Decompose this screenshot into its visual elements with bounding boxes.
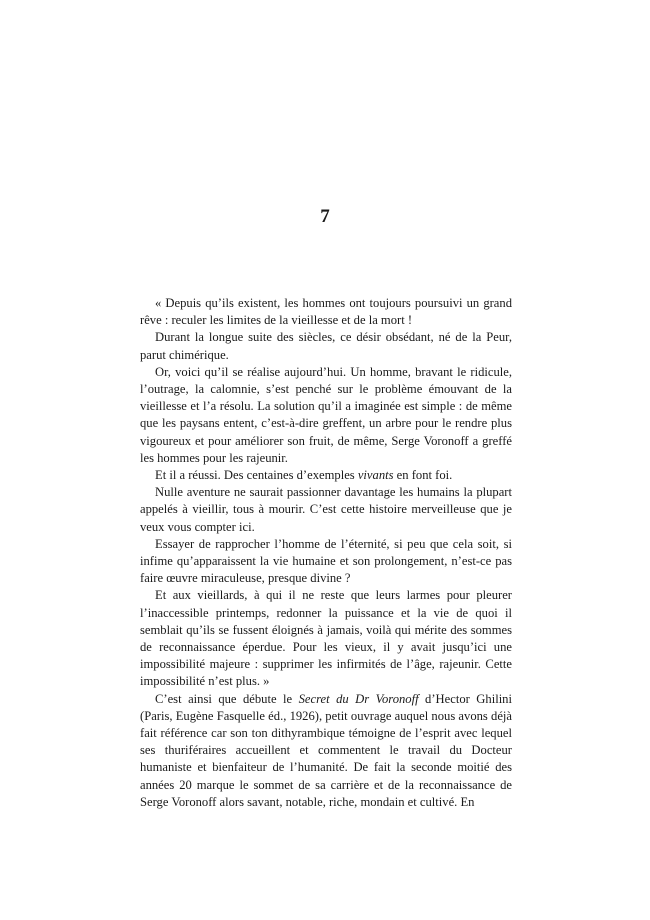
italic-text-run: Secret du Dr Voronoff [298,691,419,706]
italic-text-run: vivants [357,468,394,483]
text-run: Nulle aventure ne saurait passionner davantage les humains la plupart appelés à vieillir, tous à mourir. C’est cette histoire merveilleuse que je veux vous compter ici. [140,485,512,534]
paragraph [140,364,512,467]
text-run: d’Hector Ghilini (Paris, Eugène Fasquelle éd., 1926), petit ouvrage auquel nous avons déjà fait référence car son ton dithyrambique témoigne de l’esprit avec lequel ses thuriféraires accueillent et commentent le travail du Docteur humaniste et bienfaiteur de l’humanité. De fait la seconde moitié des années 20 marque le sommet de sa carrière et de la reconnaissance de Serge Voronoff alors savant, notable, riche, mondain et cultivé. En [140,691,512,809]
body-text [140,295,512,811]
paragraph [140,467,512,484]
paragraph [140,484,512,536]
text-run: Durant la longue suite des siècles, ce désir obsédant, né de la Peur, parut chimérique. [140,330,512,362]
text-run: Or, voici qu’il se réalise aujourd’hui. Un homme, bravant le ridicule, l’outrage, la calomnie, s’est penché sur le problème émouvant de la vieillesse et l’a résolu. La solution qu’il a imaginée est simple : de même que les paysans entent, c’est-à-dire greffent, un arbre pour le rendre plus vigoureux et pour améliorer son fruit, de même, Serge Voronoff a greffé les hommes pour les rajeunir. [140,364,512,465]
text-run: Et aux vieillards, à qui il ne reste que leurs larmes pour pleurer l’inaccessible printemps, redonner la puissance et la vie de quoi il semblait qu’ils se fussent éloignés à jamais, voilà qui mérite des sommes de reconnaissance éperdue. Pour les vieux, il y avait jusqu’ici une impossibilité majeure : supprimer les infirmités de l’âge, rajeunir. Cette impossibilité n’est plus. » [140,588,512,689]
paragraph [140,536,512,588]
text-run: Et il a réussi. Des centaines d’exemples [155,468,358,483]
text-run: Essayer de rapprocher l’homme de l’éternité, si peu que cela soit, si infime qu’apparaissent la vie humaine et son prolongement, n’est-ce pas faire œuvre miraculeuse, presque divine ? [140,536,512,586]
paragraph [140,587,512,690]
text-run: en font foi. [393,468,453,483]
paragraph [140,691,512,811]
text-run: « Depuis qu’ils existent, les hommes ont toujours poursuivi un grand rêve : reculer les limites de la vieillesse et de la mort ! [140,296,512,328]
paragraph [140,295,512,329]
paragraph [140,329,512,363]
chapter-number: 7 [320,206,330,227]
text-run: C’est ainsi que débute le [155,691,299,706]
